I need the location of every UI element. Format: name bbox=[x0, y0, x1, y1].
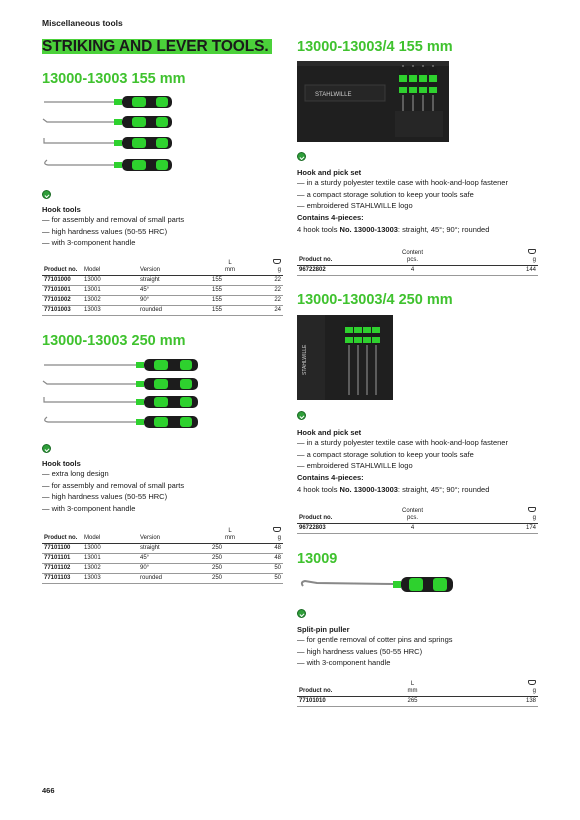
feature-item: — embroidered STAHLWILLE logo bbox=[297, 200, 508, 212]
col-length: L mm bbox=[347, 679, 478, 697]
spec-table bbox=[42, 258, 283, 316]
col-model: Model bbox=[82, 258, 138, 276]
table-row: 77101102 13002 90° 250 50 bbox=[42, 564, 283, 574]
product-heading: 13000-13003/4 250 mm bbox=[297, 292, 453, 308]
product-title: Hook tools bbox=[42, 459, 81, 468]
hook-tool-rounded bbox=[45, 159, 172, 171]
col-product: Product no. bbox=[297, 248, 347, 266]
table-row: 96722803 4 174 bbox=[297, 524, 538, 534]
feature-item: — for assembly and removal of small parts bbox=[42, 480, 184, 492]
feature-list bbox=[297, 177, 508, 212]
table-row: 77101000 13000 straight 155 22 bbox=[42, 276, 283, 286]
col-length: L mm bbox=[210, 526, 250, 544]
hook-tool-90 bbox=[44, 396, 198, 408]
feature-item: — with 3-component handle bbox=[297, 657, 453, 669]
spec-table bbox=[297, 506, 538, 534]
table-row: 77101101 13001 45° 250 48 bbox=[42, 554, 283, 564]
table-row: 77101001 13001 45° 155 22 bbox=[42, 286, 283, 296]
table-row: 77101103 13003 rounded 250 50 bbox=[42, 574, 283, 584]
product-heading: 13000-13003/4 155 mm bbox=[297, 39, 453, 55]
feature-item: — a compact storage solution to keep your tools safe bbox=[297, 189, 508, 201]
col-length: L mm bbox=[210, 258, 250, 276]
weight-icon bbox=[273, 527, 281, 532]
col-model: Model bbox=[82, 526, 138, 544]
weight-icon bbox=[528, 680, 536, 685]
feature-item: — high hardness values (50-55 HRC) bbox=[42, 226, 184, 238]
feature-list bbox=[297, 634, 453, 669]
table-row: 77101010 265 138 bbox=[297, 697, 538, 707]
feature-item: — in a sturdy polyester textile case with hook-and-loop fastener bbox=[297, 437, 508, 449]
feature-list bbox=[297, 437, 508, 472]
quality-seal-icon bbox=[297, 152, 306, 161]
table-row: 96722802 4 144 bbox=[297, 266, 538, 276]
feature-item: — a compact storage solution to keep your tools safe bbox=[297, 449, 508, 461]
weight-icon bbox=[528, 249, 536, 254]
feature-item: — with 3-component handle bbox=[42, 237, 184, 249]
hook-set-250-case-image bbox=[297, 315, 393, 400]
feature-item: — with 3-component handle bbox=[42, 503, 184, 515]
feature-item: — embroidered STAHLWILLE logo bbox=[297, 460, 508, 472]
feature-list bbox=[42, 214, 184, 249]
quality-seal-icon bbox=[42, 444, 51, 453]
feature-list bbox=[42, 468, 184, 514]
hook-tool-rounded bbox=[45, 416, 198, 428]
table-row: 77101002 13002 90° 155 22 bbox=[42, 296, 283, 306]
feature-item: — high hardness values (50-55 HRC) bbox=[42, 491, 184, 503]
col-weight: g bbox=[250, 258, 283, 276]
spec-table bbox=[42, 526, 283, 584]
col-content: Content pcs. bbox=[347, 506, 478, 524]
quality-seal-icon bbox=[42, 190, 51, 199]
product-title: Split-pin puller bbox=[297, 625, 350, 634]
hook-set-155-case-image bbox=[297, 61, 449, 142]
quality-seal-icon bbox=[297, 609, 306, 618]
hook-tool-45 bbox=[43, 116, 172, 128]
feature-item: — for gentle removal of cotter pins and springs bbox=[297, 634, 453, 646]
product-heading: 13009 bbox=[297, 551, 338, 567]
split-pin-puller-image bbox=[297, 572, 457, 600]
col-weight: g bbox=[478, 679, 538, 697]
col-content: Content pcs. bbox=[347, 248, 478, 266]
hook-tool-straight bbox=[44, 96, 172, 108]
col-weight: g bbox=[478, 506, 538, 524]
hook-tools-155-image bbox=[40, 92, 180, 180]
weight-icon bbox=[528, 507, 536, 512]
weight-icon bbox=[273, 259, 281, 264]
col-weight: g bbox=[478, 248, 538, 266]
case-logo: STAHLWILLE bbox=[315, 92, 352, 98]
hook-tool-straight bbox=[44, 359, 198, 371]
page-number: 466 bbox=[42, 786, 55, 795]
page-title: STRIKING AND LEVER TOOLS. bbox=[42, 39, 272, 54]
hook-tool-90 bbox=[44, 137, 172, 149]
contents-info: Contains 4-pieces: 4 hook tools No. 13000-13003: straight, 45°; 90°; rounded bbox=[297, 473, 490, 494]
col-version: Version bbox=[138, 258, 210, 276]
table-row: 77101003 13003 rounded 155 24 bbox=[42, 306, 283, 316]
section-label: Miscellaneous tools bbox=[42, 18, 123, 28]
product-title: Hook tools bbox=[42, 205, 81, 214]
product-heading: 13000-13003 155 mm bbox=[42, 71, 186, 87]
col-weight: g bbox=[250, 526, 283, 544]
feature-item: — high hardness values (50-55 HRC) bbox=[297, 646, 453, 658]
spec-table bbox=[297, 248, 538, 276]
col-version: Version bbox=[138, 526, 210, 544]
feature-item: — for assembly and removal of small parts bbox=[42, 214, 184, 226]
case-logo: STAHLWILLE bbox=[302, 344, 308, 375]
col-product: Product no. bbox=[42, 526, 82, 544]
feature-item: — in a sturdy polyester textile case with hook-and-loop fastener bbox=[297, 177, 508, 189]
hook-tool-45 bbox=[43, 378, 198, 390]
col-product: Product no. bbox=[297, 679, 347, 697]
table-row: 77101100 13000 straight 250 48 bbox=[42, 544, 283, 554]
contents-info: Contains 4-pieces: 4 hook tools No. 13000-13003: straight, 45°; 90°; rounded bbox=[297, 213, 490, 234]
hook-tools-250-image bbox=[40, 356, 202, 430]
feature-item: — extra long design bbox=[42, 468, 184, 480]
col-product: Product no. bbox=[297, 506, 347, 524]
quality-seal-icon bbox=[297, 411, 306, 420]
spec-table bbox=[297, 679, 538, 707]
product-title: Hook and pick set bbox=[297, 428, 362, 437]
product-heading: 13000-13003 250 mm bbox=[42, 333, 186, 349]
col-product: Product no. bbox=[42, 258, 82, 276]
product-title: Hook and pick set bbox=[297, 168, 362, 177]
